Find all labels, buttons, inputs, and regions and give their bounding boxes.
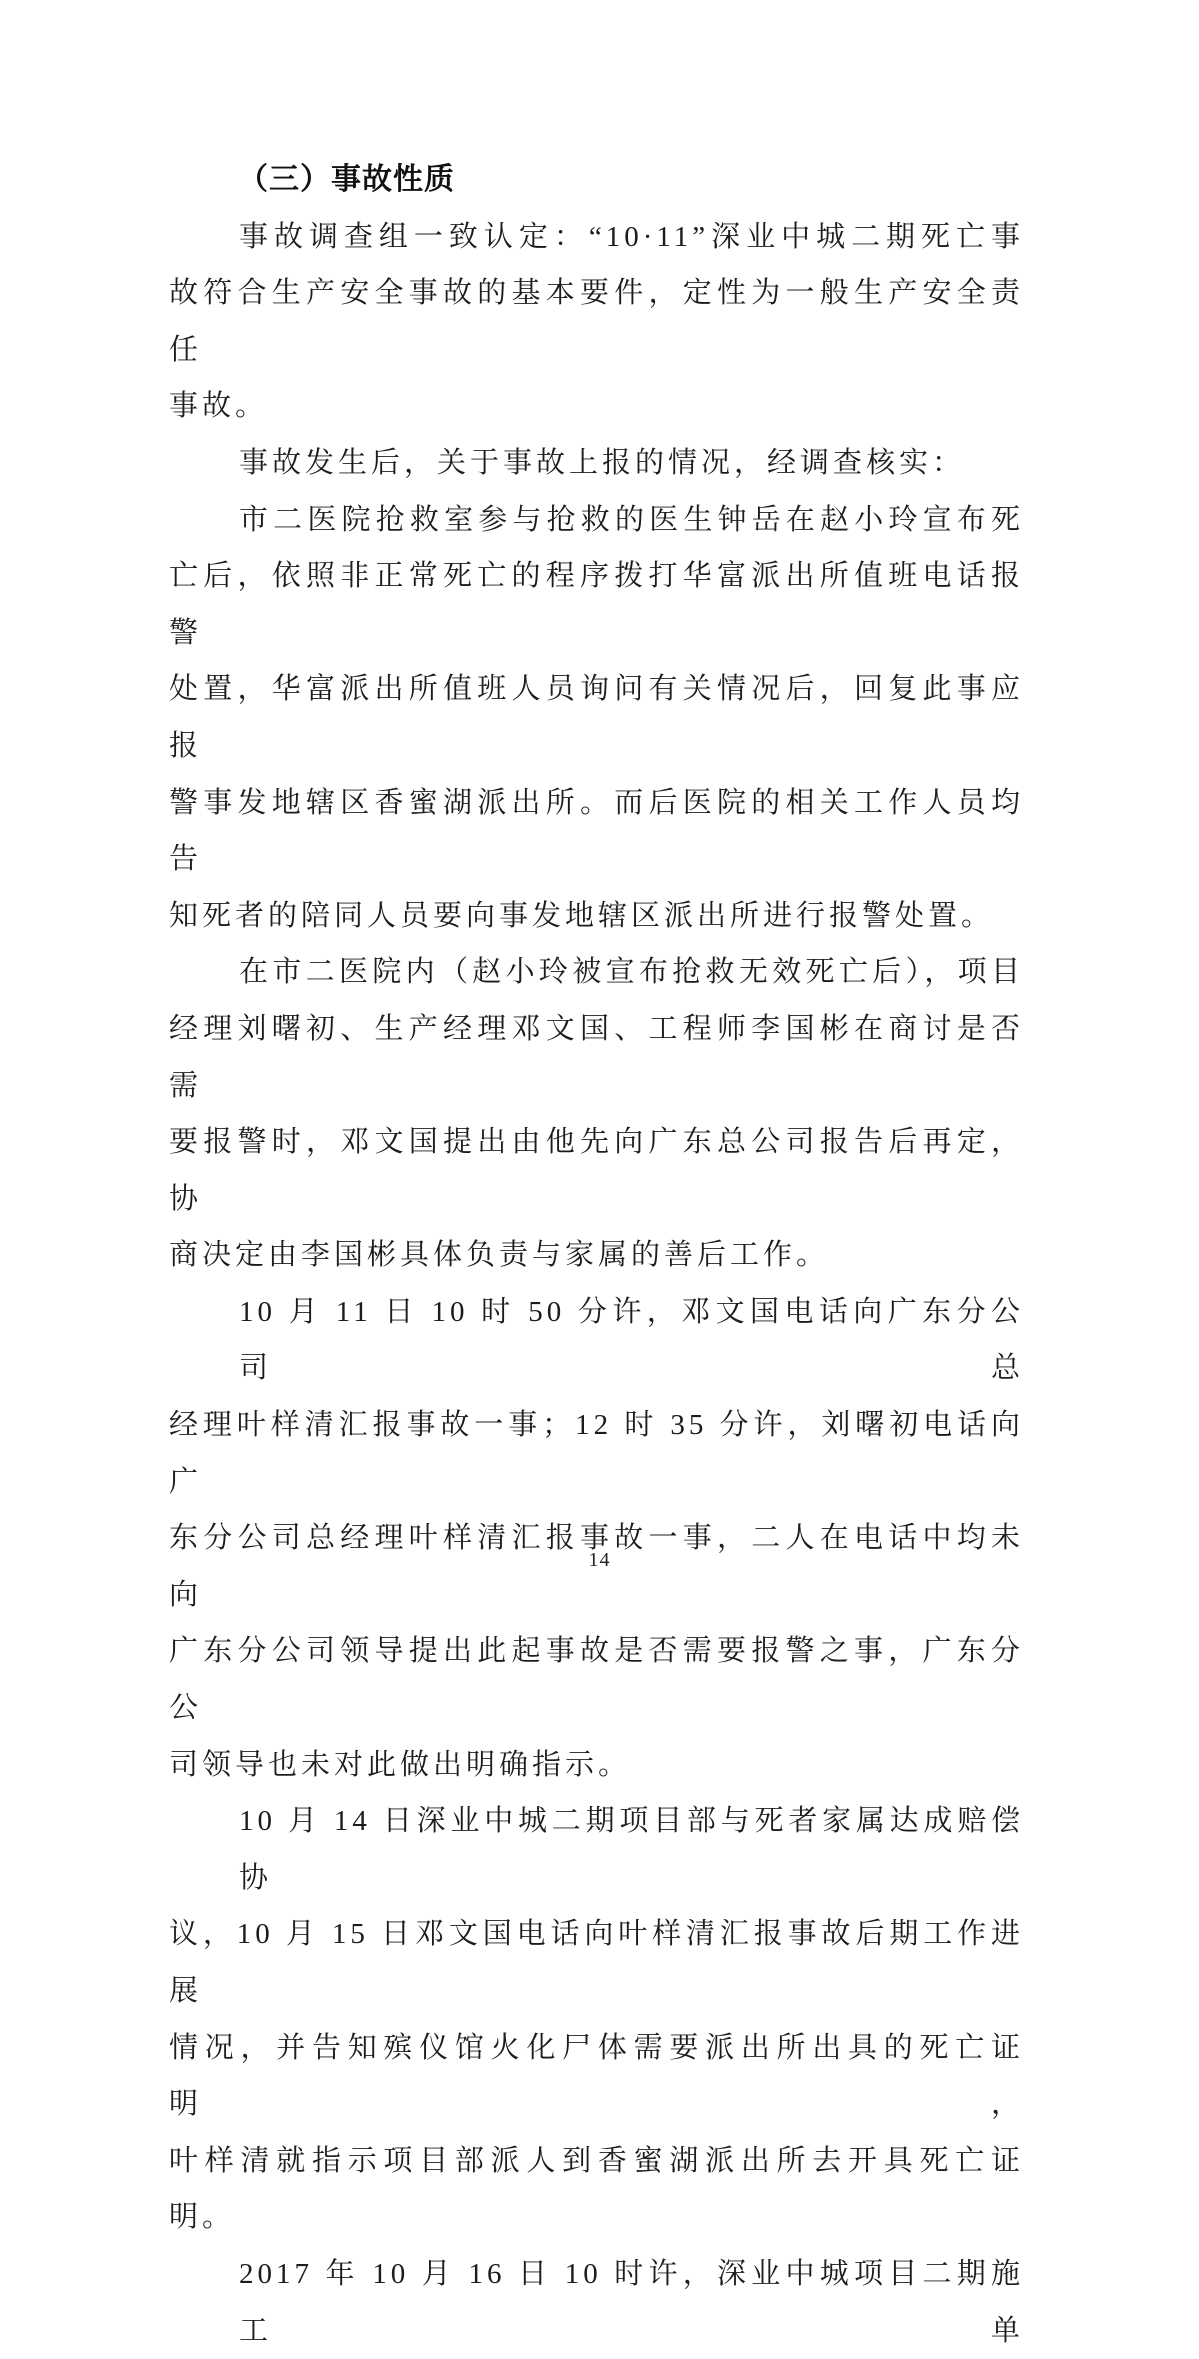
text-line: 10 月 11 日 10 时 50 分许，邓文国电话向广东分公司总	[239, 1295, 1024, 1385]
body-text	[169, 209, 1024, 2359]
text-line: 情况，并告知殡仪馆火化尸体需要派出所出具的死亡证明，	[169, 2031, 1024, 2121]
text-line: 经理叶样清汇报事故一事；12 时 35 分许，刘曙初电话向广	[169, 1409, 1024, 1498]
text-line: 事故。	[169, 390, 269, 423]
text-line: 2017 年 10 月 16 日 10 时许，深业中城项目二期施工单	[239, 2257, 1024, 2347]
text-line: 要报警时，邓文国提出由他先向广东总公司报告后再定，协	[169, 1126, 1024, 1215]
text-line: 处置，华富派出所值班人员询问有关情况后，回复此事应报	[169, 673, 1024, 762]
text-line: 商决定由李国彬具体负责与家属的善后工作。	[169, 1239, 830, 1272]
text-line: 司领导也未对此做出明确指示。	[169, 1748, 632, 1781]
text-line: 知死者的陪同人员要向事发地辖区派出所进行报警处置。	[169, 899, 995, 932]
text-line: 亡后，依照非正常死亡的程序拨打华富派出所值班电话报警	[169, 560, 1024, 649]
text-line: 10 月 14 日深业中城二期项目部与死者家属达成赔偿协	[239, 1805, 1024, 1894]
text-line: 警事发地辖区香蜜湖派出所。而后医院的相关工作人员均告	[169, 786, 1024, 876]
text-line: 市二医院抢救室参与抢救的医生钟岳在赵小玲宣布死	[239, 503, 1024, 536]
page-number: 14	[588, 1549, 611, 1571]
document-page-body	[169, 152, 1024, 2359]
text-line: 议，10 月 15 日邓文国电话向叶样清汇报事故后期工作进展	[169, 1918, 1024, 2007]
text-line: 事故发生后，关于事故上报的情况，经调查核实：	[239, 446, 966, 479]
text-line: 事故调查组一致认定：“10·11”深业中城二期死亡事	[239, 220, 1024, 253]
text-line: 经理刘曙初、生产经理邓文国、工程师李国彬在商讨是否需	[169, 1012, 1024, 1102]
text-line: 东分公司总经理叶样清汇报事故一事，二人在电话中均未向	[169, 1522, 1024, 1611]
text-line: 在市二医院内（赵小玲被宣布抢救无效死亡后），项目	[239, 956, 1024, 989]
text-line: 故符合生产安全事故的基本要件，定性为一般生产安全责任	[169, 277, 1024, 366]
text-line: 叶样清就指示项目部派人到香蜜湖派出所去开具死亡证明。	[169, 2144, 1024, 2234]
section-heading: （三）事故性质	[238, 163, 455, 196]
text-line: 广东分公司领导提出此起事故是否需要报警之事，广东分公	[169, 1635, 1024, 1725]
